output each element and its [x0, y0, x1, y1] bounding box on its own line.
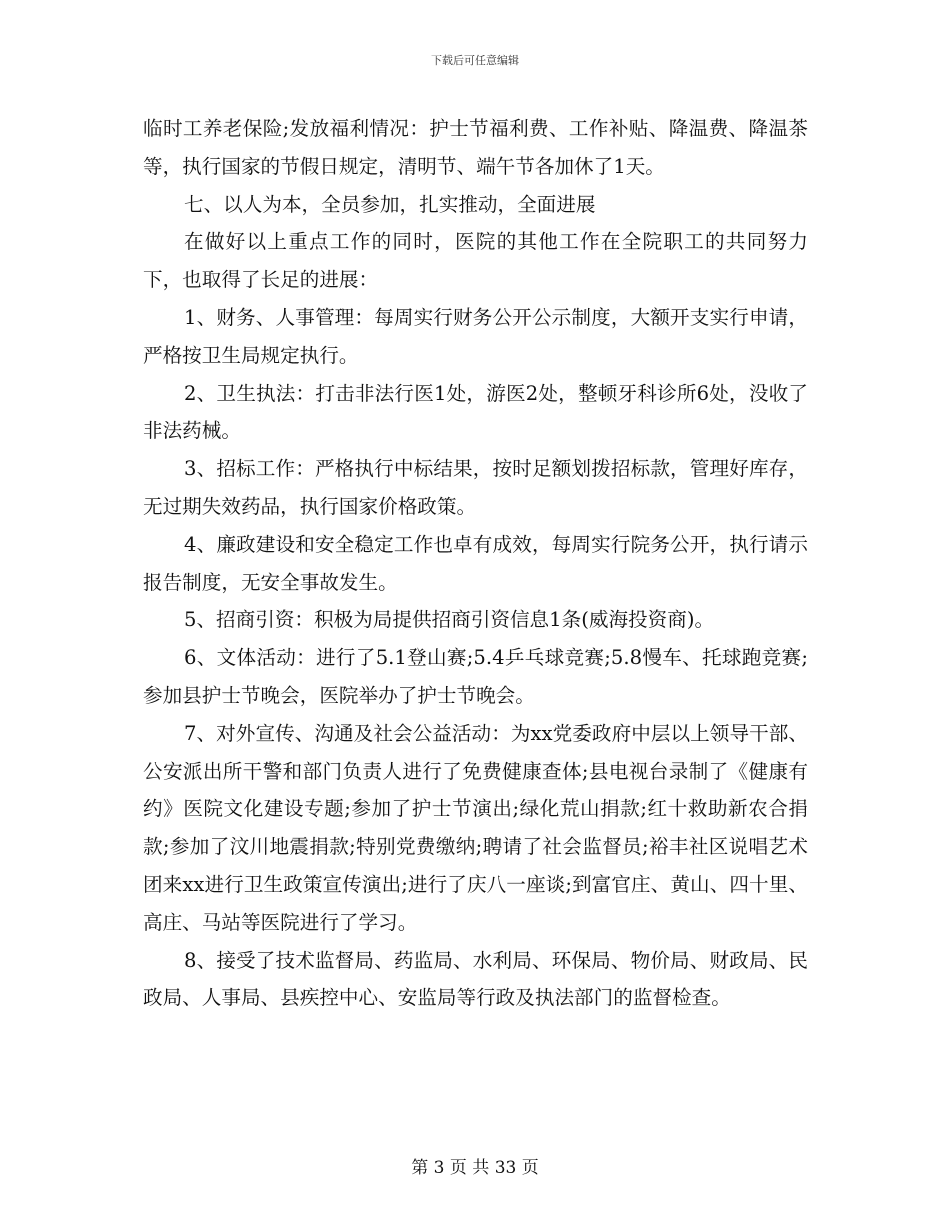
page-footer: 第 3 页 共 33 页 — [411, 1158, 539, 1178]
list-item-inspections: 8、接受了技术监督局、药监局、水利局、环保局、物价局、财政局、民政局、人事局、县疾控中心、安监局等行政及执法部门的监督检查。 — [143, 948, 808, 1010]
document-body — [143, 110, 808, 1017]
list-item-integrity-safety: 4、廉政建设和安全稳定工作也卓有成效，每周实行院务公开，执行请示报告制度，无安全事故发生。 — [143, 532, 808, 594]
page-header: 下载后可任意编辑 — [431, 54, 519, 67]
paragraph-continuation: 临时工养老保险;发放福利情况：护士节福利费、工作补贴、降温费、降温茶等，执行国家的节假日规定，清明节、端午节各加休了1天。 — [143, 117, 808, 178]
list-item-sports-culture: 6、文体活动：进行了5.1登山赛;5.4乒乓球竞赛;5.8慢车、托球跑竞赛;参加县护士节晚会，医院举办了护士节晚会。 — [143, 646, 808, 707]
list-item-finance: 1、财务、人事管理：每周实行财务公开公示制度，大额开支实行申请，严格按卫生局规定执行。 — [143, 305, 808, 367]
section-heading: 七、以人为本，全员参加，扎实推动，全面进展 — [184, 192, 596, 216]
paragraph-intro: 在做好以上重点工作的同时，医院的其他工作在全院职工的共同努力下，也取得了长足的进展： — [143, 230, 808, 292]
list-item-tendering: 3、招标工作：严格执行中标结果，按时足额划拨招标款，管理好库存，无过期失效药品，执行国家价格政策。 — [143, 457, 808, 518]
list-item-publicity-charity: 7、对外宣传、沟通及社会公益活动：为xx党委政府中层以上领导干部、公安派出所干警和部门负责人进行了免费健康查体;县电视台录制了《健康有约》医院文化建设专题;参加了护士节演出;绿化荒山捐款;红十救助新农合捐款;参加了汶川地震捐款;特别党费缴纳;聘请了社会监督员;裕丰社区说唱艺术团来xx进行卫生政策宣传演出;进行了庆八一座谈;到富官庄、黄山、四十里、高庄、马站等医院进行了学习。 — [143, 721, 808, 934]
list-item-health-enforcement: 2、卫生执法：打击非法行医1处，游医2处，整顿牙科诊所6处，没收了非法药械。 — [143, 381, 808, 443]
list-item-investment: 5、招商引资：积极为局提供招商引资信息1条(威海投资商)。 — [184, 608, 715, 632]
